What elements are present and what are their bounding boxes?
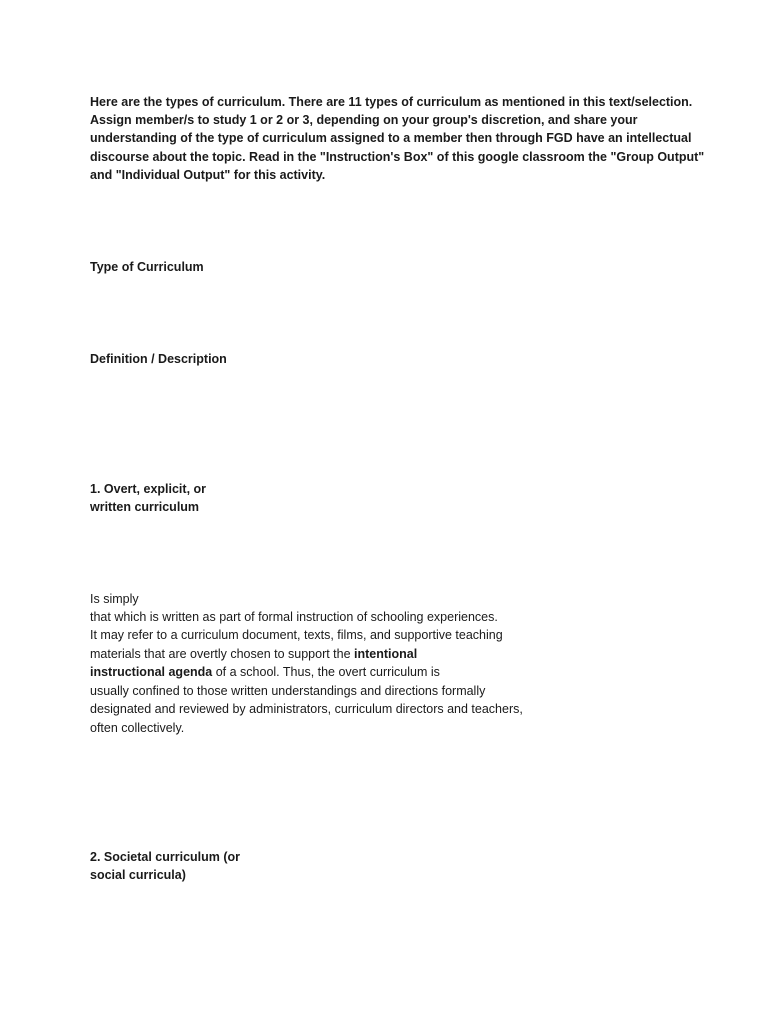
item-title-line: written curriculum	[90, 500, 200, 514]
description-line: often collectively.	[90, 721, 185, 735]
definition-heading: Definition / Description	[90, 352, 227, 366]
type-of-curriculum-heading: Type of Curriculum	[90, 260, 204, 274]
description-line: usually confined to those written understandings and directions formally	[90, 684, 486, 698]
intro-line: Assign member/s to study 1 or 2 or 3, depending on your group's discretion, and share your	[90, 113, 638, 127]
intro-line: Here are the types of curriculum. There are 11 types of curriculum as mentioned in this text/selection.	[90, 95, 693, 109]
description-line	[90, 645, 417, 664]
item-title-line: 2. Societal curriculum (or	[90, 850, 241, 864]
intro-line: understanding of the type of curriculum assigned to a member then through FGD have an intellectual	[90, 131, 692, 145]
description-line: designated and reviewed by administrators, curriculum directors and teachers,	[90, 702, 523, 716]
description-line: It may refer to a curriculum document, texts, films, and supportive teaching	[90, 628, 503, 642]
intro-line: discourse about the topic. Read in the "Instruction's Box" of this google classroom the "Group Output"	[90, 150, 705, 164]
description-emphasis: instructional agenda	[90, 665, 213, 679]
description-line	[90, 663, 440, 682]
description-emphasis: intentional	[354, 647, 418, 661]
description-text: of a school. Thus, the overt curriculum is	[212, 665, 440, 679]
intro-line: and "Individual Output" for this activity.	[90, 168, 326, 182]
item-title-line: social curricula)	[90, 868, 186, 882]
item-title-line: 1. Overt, explicit, or	[90, 482, 207, 496]
description-line: Is simply	[90, 592, 139, 606]
description-line: that which is written as part of formal instruction of schooling experiences.	[90, 610, 498, 624]
description-text: materials that are overtly chosen to support the	[90, 647, 355, 661]
